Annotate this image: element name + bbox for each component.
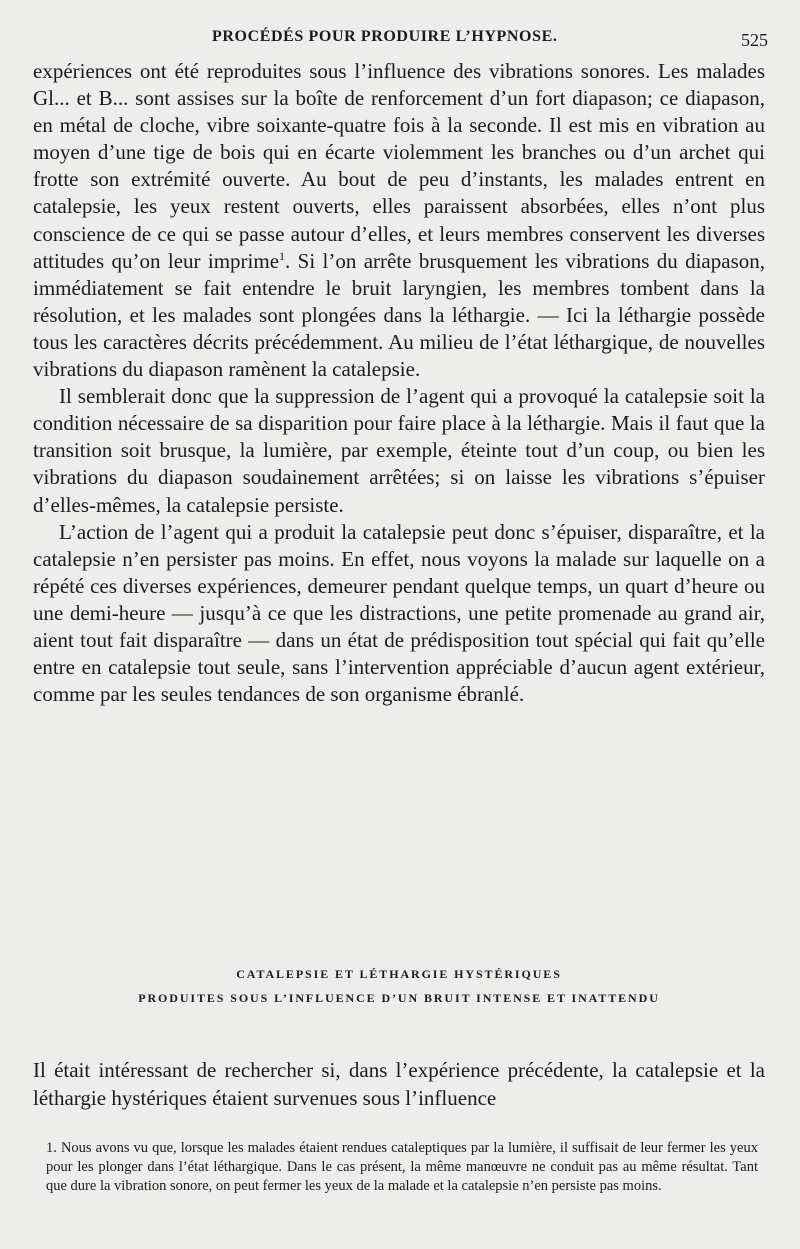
footnote-reference: 1	[279, 248, 286, 263]
continuation-paragraph: Il était intéressant de rechercher si, dans l’expérience précédente, la catalepsie et la léthargie hystériques étaient survenues sous l’influence	[33, 1058, 765, 1110]
page-number: 525	[741, 30, 768, 50]
footnote-number: 1.	[46, 1140, 57, 1156]
paragraph-text: Si l’on arrête brusquement les vibrations du diapason, immédiatement se fait entendre le bruit laryngien, les membres tombent dans la résolution, et les malades sont plongées dans la léthargie. — Ici la léthargie possède tous les caractères décrits précédemment. Au milieu de l’état léthargique, de nouvelles vibrations du diapason ramènent la catalepsie.	[33, 248, 765, 382]
section-heading	[33, 962, 765, 1010]
footnote	[46, 1139, 758, 1196]
section-heading-line-2: PRODUITES SOUS L’INFLUENCE D’UN BRUIT INTENSE ET INATTENDU	[138, 991, 660, 1005]
body-text	[33, 58, 765, 708]
running-head	[34, 28, 768, 52]
paragraph: Il semblerait donc que la suppression de l’agent qui a provoqué la catalepsie soit la condition nécessaire de sa disparition pour faire place à la léthargie. Mais il faut que la transition soit brusque, la lumière, par exemple, éteinte tout d’un coup, ou bien les vibrations du diapason soudainement arrêtées; si on laisse les vibrations s’épuiser d’elles-mêmes, la catalepsie persiste.	[33, 384, 765, 517]
paragraph-text: expériences ont été reproduites sous l’influence des vibrations sonores. Les malades Gl... et B... sont assises sur la boîte de renforcement d’un fort diapason; ce diapason, en métal de cloche, vibre soixante-quatre fois à la seconde. Il est mis en vibration au moyen d’une tige de bois qui en écarte violemment les branches ou d’un archet qui frotte son extrémité ouverte. Au bout de peu d’instants, les malades entrent en catalepsie, les yeux restent ouverts, elles paraissent absorbées, elles n’ont plus conscience de ce qui se passe autour d’elles, et leurs membres conservent les diverses attitudes qu’on leur imprime	[33, 59, 765, 273]
paragraph: expériences ont été reproduites sous l’influence des vibrations sonores. Les malades Gl... et B... sont assises sur la boîte de renforcement d’un fort diapason; ce diapason, en métal de cloche, vibre soixante-quatre fois à la seconde. Il est mis en vibration au moyen d’une tige de bois qui en écarte violemment les branches ou d’un archet qui frotte son extrémité ouverte. Au bout de peu d’instants, les malades entrent en catalepsie, les yeux restent ouverts, elles paraissent absorbées, elles n’ont plus conscience de ce qui se passe autour d’elles, et leurs membres conservent les diverses attitudes qu’on leur imprime$^1$. Si l’on arrête brusquement les vibrations du diapason, immédiatement se fait entendre le bruit laryngien, les membres tombent dans la résolution, et les malades sont plongées dans la léthargie. — Ici la léthargie possède tous les caractères décrits précédemment. Au milieu de l’état léthargique, de nouvelles vibrations du diapason ramènent la catalepsie.	[33, 59, 765, 382]
footnote-text: Nous avons vu que, lorsque les malades étaient rendues cataleptiques par la lumière, il suffisait de leur fermer les yeux pour les plonger dans l’état léthargique. Dans le cas présent, la même manœuvre ne conduit pas au même résultat. Tant que dure la vibration sonore, on peut fermer les yeux de la malade et la catalepsie n’en persiste pas moins.	[46, 1140, 758, 1194]
section-heading-line-1: CATALEPSIE ET LÉTHARGIE HYSTÉRIQUES	[236, 967, 562, 981]
paragraph: L’action de l’agent qui a produit la catalepsie peut donc s’épuiser, disparaître, et la catalepsie n’en persister pas moins. En effet, nous voyons la malade sur laquelle on a répété ces diverses expériences, demeurer pendant quelque temps, un quart d’heure ou une demi-heure — jusqu’à ce que les distractions, une petite promenade au grand air, aient tout fait disparaître — dans un état de prédisposition tout spécial qui fait qu’elle entre en catalepsie tout seule, sans l’intervention appréciable d’aucun agent extérieur, comme par les seules tendances de son organisme ébranlé.	[33, 519, 765, 707]
running-title: PROCÉDÉS POUR PRODUIRE L’HYPNOSE.	[212, 28, 558, 45]
